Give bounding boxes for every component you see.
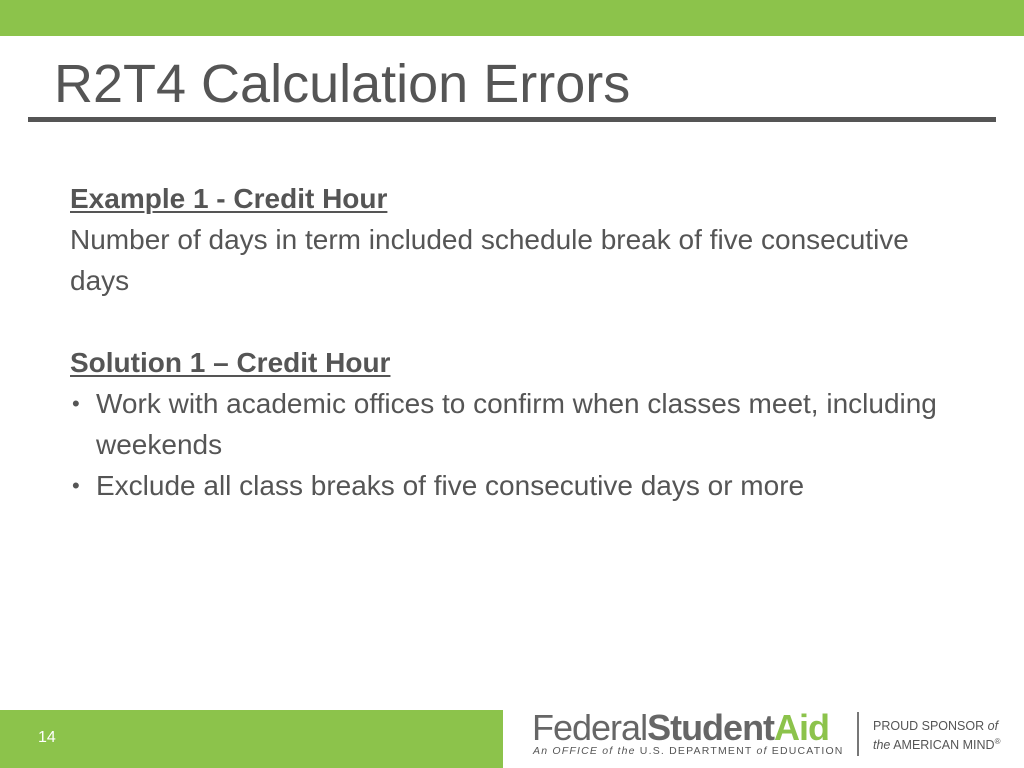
sponsor-tagline — [873, 718, 1013, 753]
bullet-item — [70, 465, 950, 506]
bullet-item — [70, 383, 950, 465]
example-heading: Example 1 - Credit Hour — [70, 183, 388, 214]
slide-content — [70, 178, 950, 506]
solution-heading: Solution 1 – Credit Hour — [70, 347, 391, 378]
footer-accent-bar — [0, 710, 503, 768]
federal-student-aid-logo — [532, 708, 844, 760]
sponsor-line-1: PROUD SPONSOR of — [873, 719, 999, 733]
spacer — [70, 301, 950, 342]
solution-bullets — [70, 383, 950, 506]
logo-divider — [857, 712, 859, 756]
logo-subtitle: An OFFICE of the U.S. DEPARTMENT of EDUCATION — [533, 745, 844, 757]
bullet-dot-icon: • — [72, 391, 80, 416]
sponsor-line-2: the AMERICAN MIND® — [873, 737, 1001, 753]
page-number: 14 — [38, 729, 56, 746]
logo-wordmark: FederalStudentAid — [532, 707, 830, 748]
top-accent-bar — [0, 0, 1024, 36]
example-text: Number of days in term included schedule break of five consecutive days — [70, 224, 909, 296]
bullet-dot-icon: • — [72, 473, 80, 498]
slide-title: R2T4 Calculation Errors — [54, 54, 631, 114]
title-divider — [28, 117, 996, 122]
bullet-text: Exclude all class breaks of five consecutive days or more — [96, 470, 805, 501]
bullet-text: Work with academic offices to confirm when classes meet, including weekends — [96, 388, 937, 460]
